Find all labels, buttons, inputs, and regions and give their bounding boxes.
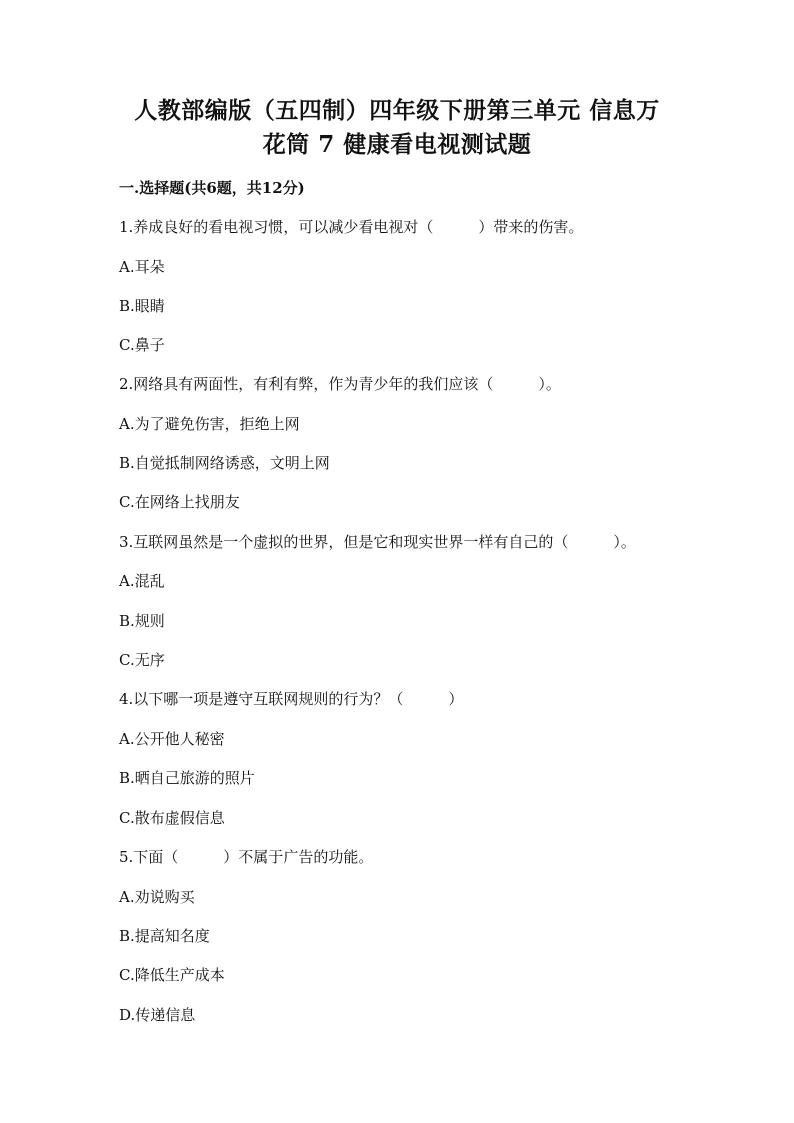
question-3-option-a: A.混乱 <box>119 572 165 590</box>
title-line-1: 人教部编版（五四制）四年级下册第三单元 信息万 <box>134 97 660 124</box>
question-1-option-b: B.眼睛 <box>119 297 165 315</box>
question-5-option-b: B.提高知名度 <box>119 927 210 945</box>
question-2-stem: 2.网络具有两面性，有利有弊，作为青少年的我们应该（ ）。 <box>119 375 561 393</box>
document-title <box>100 94 694 162</box>
title-line-2: 花筒 7 健康看电视测试题 <box>262 131 532 158</box>
question-2-option-a: A.为了避免伤害，拒绝上网 <box>119 415 300 433</box>
question-1-option-a: A.耳朵 <box>119 258 165 276</box>
question-2-option-b: B.自觉抵制网络诱惑，文明上网 <box>119 454 330 472</box>
question-5-option-c: C.降低生产成本 <box>119 966 225 984</box>
question-4-option-c: C.散布虚假信息 <box>119 809 225 827</box>
question-5-option-d: D.传递信息 <box>119 1006 196 1024</box>
question-4-option-a: A.公开他人秘密 <box>119 730 225 748</box>
question-4-option-b: B.晒自己旅游的照片 <box>119 769 255 787</box>
question-1-stem: 1.养成良好的看电视习惯，可以减少看电视对（ ）带来的伤害。 <box>119 218 584 236</box>
question-3-option-b: B.规则 <box>119 612 165 630</box>
question-3-stem: 3.互联网虽然是一个虚拟的世界，但是它和现实世界一样有自己的（ ）。 <box>119 533 636 551</box>
question-2-option-c: C.在网络上找朋友 <box>119 493 240 511</box>
section-heading: 一.选择题(共6题，共12分) <box>119 179 305 197</box>
question-4-stem: 4.以下哪一项是遵守互联网规则的行为？（ ） <box>119 690 464 708</box>
question-3-option-c: C.无序 <box>119 651 165 669</box>
question-1-option-c: C.鼻子 <box>119 336 165 354</box>
question-5-stem: 5.下面（ ）不属于广告的功能。 <box>119 848 374 866</box>
question-5-option-a: A.劝说购买 <box>119 888 195 906</box>
